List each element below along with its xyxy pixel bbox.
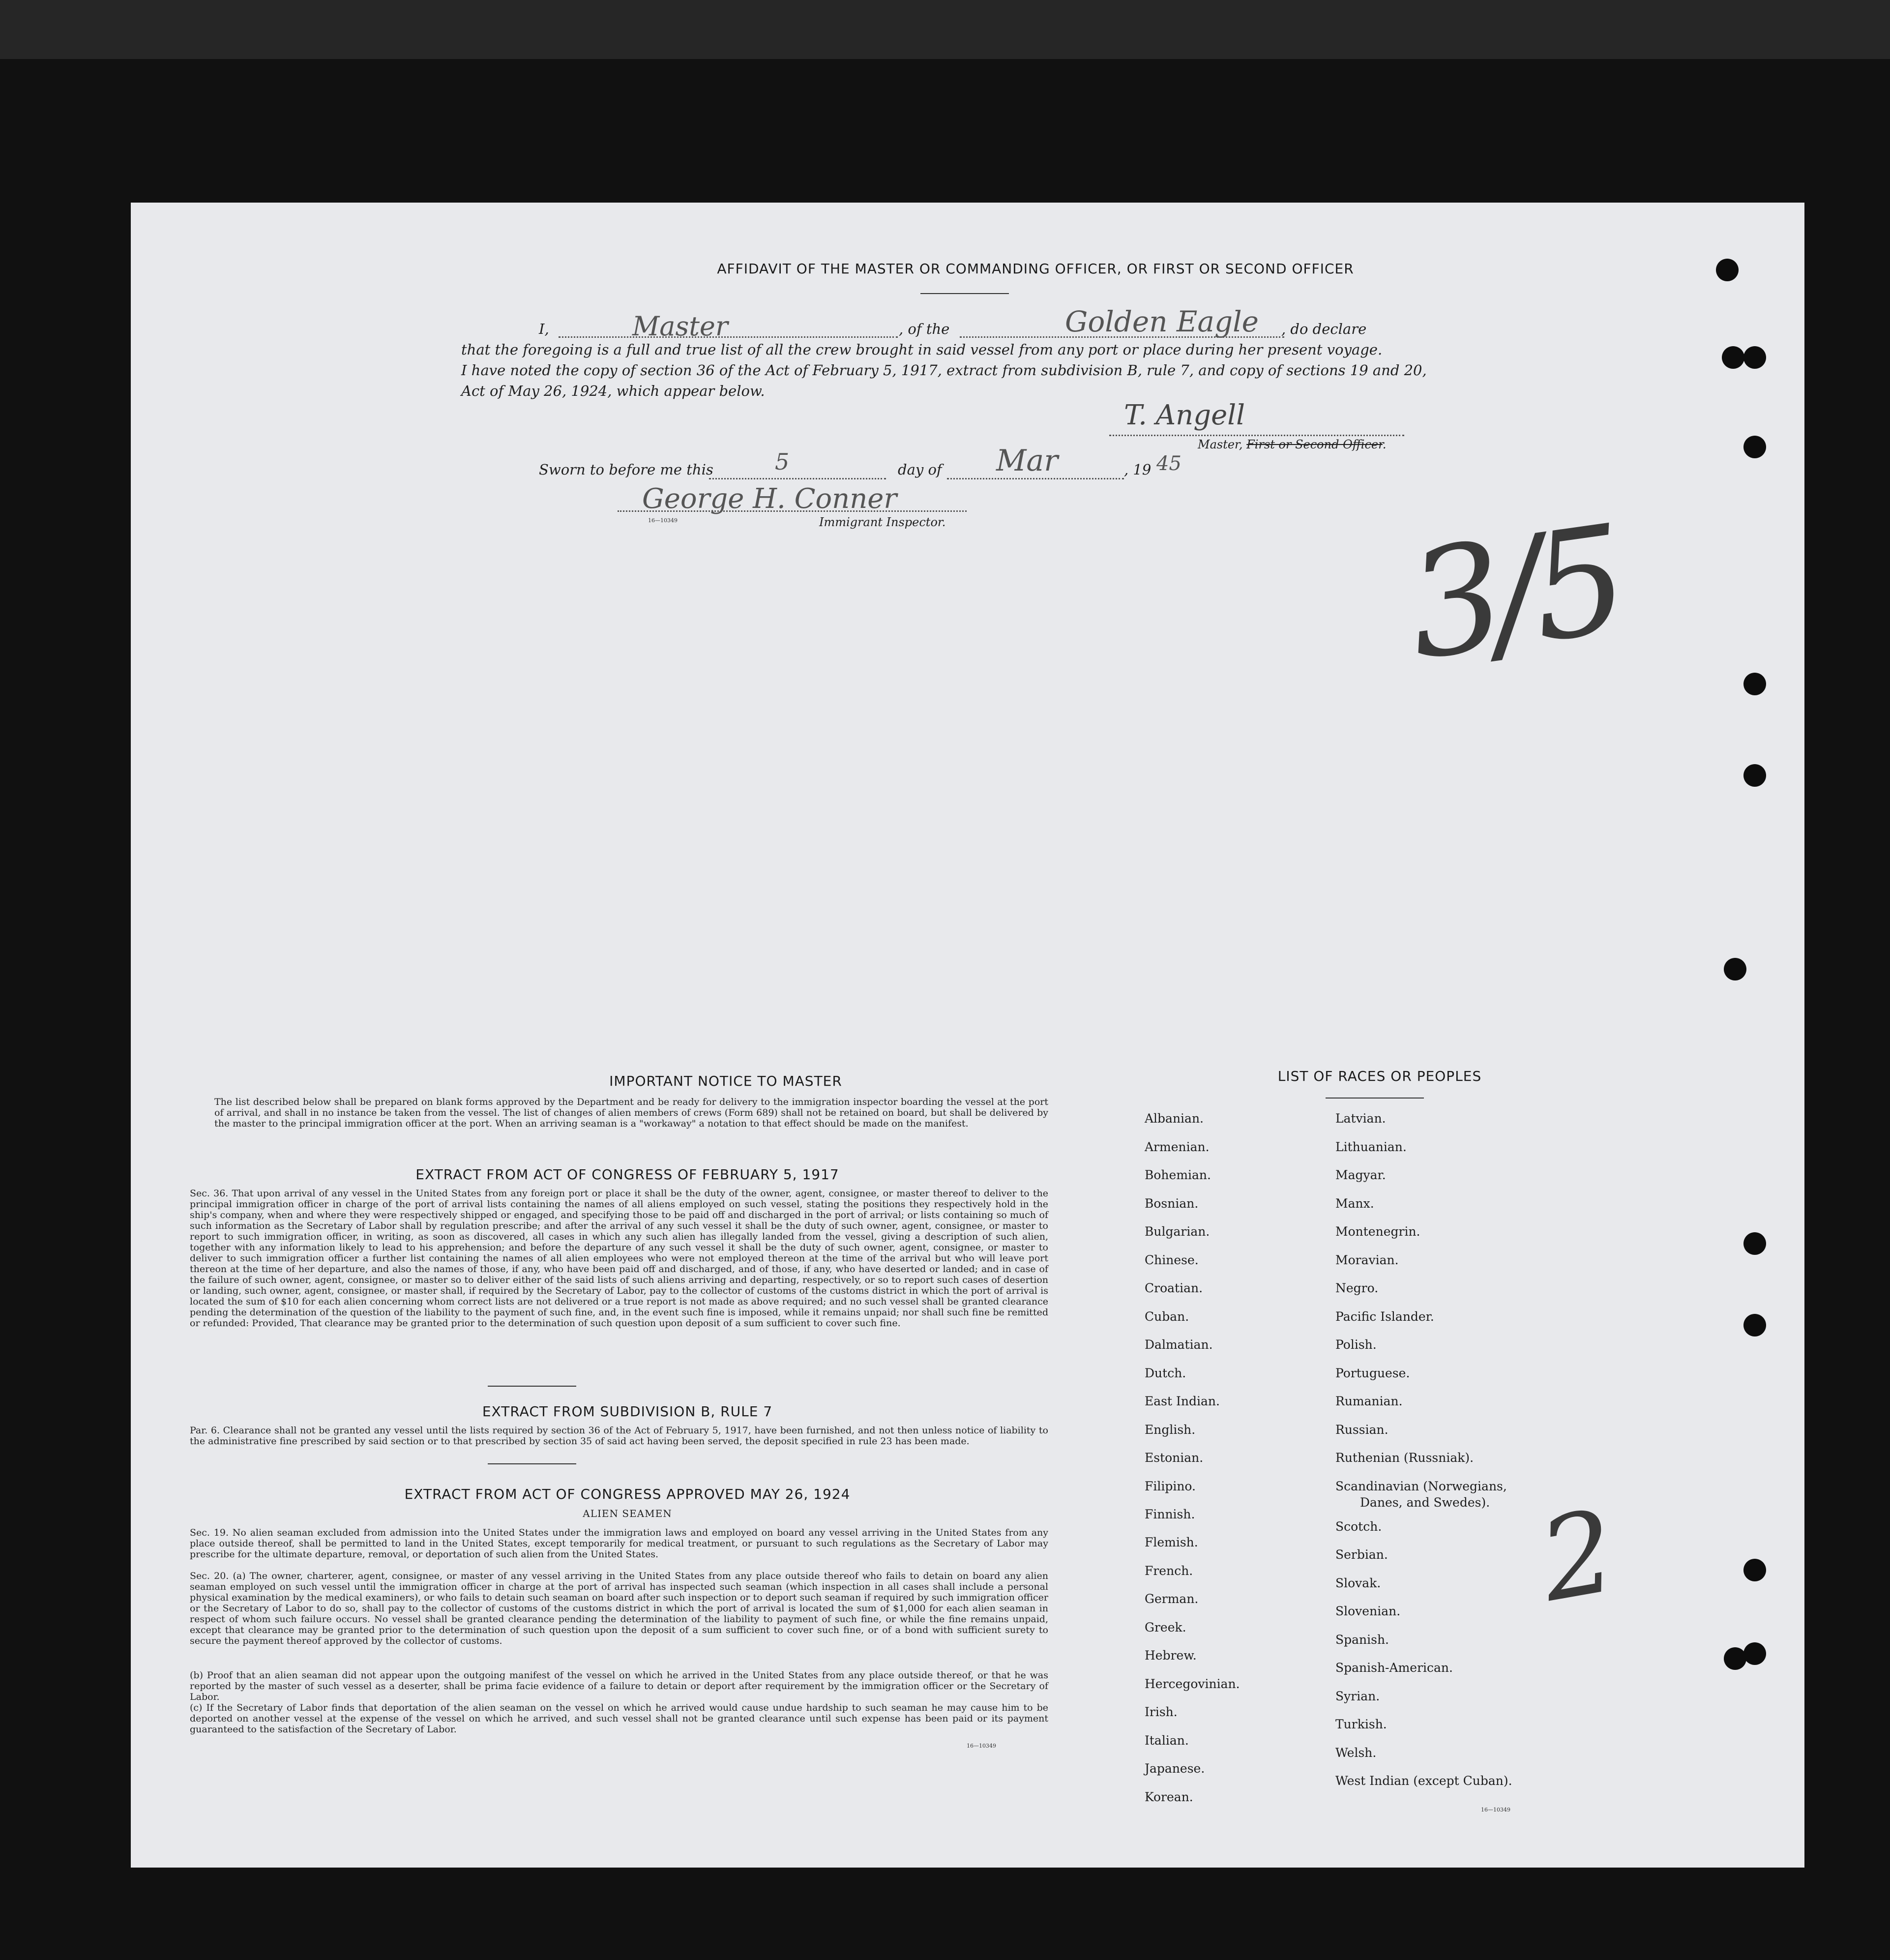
extract-1924-sec20a: Sec. 20. (a) The owner, charterer, agent, consignee, or master of any vessel arriving in the United States from any place outside thereof who fails to detain on board any alien seaman employed on such vessel until the immigration officer in charge at the port of arrival has inspected such seaman (which inspection in all cases shall include a personal physical examination by the medical examiners), or who fails to detain such seaman on board after such inspection or to deport such seaman if required by such immigration officer or the Secretary of Labor to do so, shall pay to the collector of customs of the customs district in which the port of arrival is located the sum of $1,000 for each alien seaman in respect of whom such failure occurs. No vessel shall be granted clearance pending the determination of the liability to payment of such fine, or while the fine remains unpaid, except that clearance may be granted prior to the determination of such question upon the deposit of a sum sufficient to cover such fine, or of a bond with sufficient surety to secure the payment thereof approved by the collector of customs.	[190, 1571, 1048, 1646]
race-item: Danes, and Swedes).	[1360, 1495, 1490, 1510]
binder-hole	[1743, 673, 1766, 695]
affidavit-line2: that the foregoing is a full and true list of all the crew brought in said vessel from any port or place during her present voyage.	[461, 341, 1383, 358]
race-item: Spanish-American.	[1335, 1661, 1453, 1675]
race-item: Polish.	[1335, 1337, 1377, 1352]
race-item: Bohemian.	[1145, 1168, 1211, 1182]
sworn-day-field	[709, 477, 886, 479]
year-prefix: , 19	[1124, 461, 1152, 478]
races-form-number: 16—10349	[1481, 1807, 1510, 1813]
race-item: Magyar.	[1335, 1168, 1386, 1182]
day-of-label: day of	[898, 461, 942, 478]
race-item: Moravian.	[1335, 1252, 1399, 1267]
extract-1924-form-number: 16—10349	[967, 1743, 996, 1749]
officer-title-master: Master,	[1198, 438, 1243, 451]
race-item: Turkish.	[1335, 1717, 1387, 1731]
race-item: Cuban.	[1145, 1309, 1189, 1324]
race-item: Portuguese.	[1335, 1366, 1410, 1380]
race-item: Scotch.	[1335, 1519, 1382, 1534]
race-item: Dalmatian.	[1145, 1337, 1213, 1352]
race-item: German.	[1145, 1592, 1199, 1606]
race-item: Slovenian.	[1335, 1604, 1401, 1618]
extract-1917-title: EXTRACT FROM ACT OF CONGRESS OF FEBRUARY 5, 1917	[415, 1166, 839, 1183]
rule7-divider	[488, 1386, 576, 1387]
extract-1924-sec19: Sec. 19. No alien seaman excluded from admission into the United States under the immigration laws and employed on board any vessel arriving in the United States from any place outside thereof, shall be permitted to land in the United States, except temporarily for medical treatment, or pursuant to such regulations as the Secretary of Labor may prescribe for the ultimate departure, removal, or deportation of such alien from the United States.	[190, 1527, 1048, 1560]
race-item: Japanese.	[1145, 1761, 1205, 1776]
binder-hole	[1743, 1559, 1766, 1581]
number-annotation: 2	[1531, 1485, 1625, 1628]
race-item: Welsh.	[1335, 1745, 1377, 1760]
race-item: Chinese.	[1145, 1252, 1199, 1267]
race-item: Spanish.	[1335, 1632, 1389, 1647]
inspector-signature-line	[618, 509, 967, 512]
race-item: Syrian.	[1335, 1689, 1380, 1703]
affidavit-title-rule	[920, 293, 1009, 294]
race-item: Ruthenian (Russniak).	[1335, 1451, 1474, 1465]
binder-hole	[1743, 764, 1766, 787]
extract-1924-subtitle: ALIEN SEAMEN	[583, 1508, 672, 1519]
affidavit-line3: I have noted the copy of section 36 of the Act of February 5, 1917, extract from subdivision B, rule 7, and copy of sections 19 and 20,	[461, 362, 1427, 379]
race-item: Filipino.	[1145, 1479, 1196, 1493]
master-name-field	[559, 335, 898, 338]
vessel-handwritten: Golden Eagle	[1065, 305, 1259, 338]
officer-signature: T. Angell	[1124, 399, 1245, 431]
race-item: Greek.	[1145, 1620, 1186, 1634]
binder-hole	[1724, 958, 1746, 980]
year-handwritten: 45	[1156, 452, 1181, 475]
affidavit-title: AFFIDAVIT OF THE MASTER OR COMMANDING OFFICER, OR FIRST OR SECOND OFFICER	[717, 261, 1354, 277]
race-item: Serbian.	[1335, 1547, 1388, 1562]
inspector-label: Immigrant Inspector.	[819, 515, 946, 529]
document-page	[131, 203, 1804, 1868]
race-item: Scandinavian (Norwegians,	[1335, 1479, 1507, 1493]
race-item: Finnish.	[1145, 1507, 1195, 1521]
binder-hole	[1743, 1314, 1766, 1336]
race-item: Albanian.	[1145, 1111, 1204, 1126]
race-item: Flemish.	[1145, 1535, 1198, 1549]
races-title-rule	[1326, 1098, 1424, 1099]
race-item: Croatian.	[1145, 1281, 1203, 1295]
rule7-body: Par. 6. Clearance shall not be granted any vessel until the lists required by section 36 of the Act of February 5, 1917, have been furnished, and not then unless notice of liability to the administrative fine prescribed by said section or to that prescribed by section 35 of said act having been served, the deposit specified in rule 23 has been made.	[190, 1425, 1048, 1447]
race-item: Slovak.	[1335, 1575, 1381, 1590]
officer-title	[1198, 438, 1387, 451]
extract-1924-sec20b: (b) Proof that an alien seaman did not appear upon the outgoing manifest of the vessel on which he arrived in the United States from any place outside thereof, or that he was reported by the master of such vessel as a deserter, shall be prima facie evidence of a failure to detain or deport after requirement by the immigration officer or the Secretary of Labor.	[190, 1670, 1048, 1702]
master-handwritten: Master	[632, 311, 728, 342]
race-item: Korean.	[1145, 1789, 1193, 1804]
scan-background-top	[0, 0, 1890, 59]
races-left-column	[1145, 1111, 1322, 1818]
race-item: Estonian.	[1145, 1451, 1204, 1465]
race-item: Bulgarian.	[1145, 1224, 1210, 1239]
notice-body: The list described below shall be prepared on blank forms approved by the Department and be ready for delivery to the immigration inspector boarding the vessel at the port of arrival, and shall in no instance be taken from the vessel. The list of changes of alien members of crews (Form 689) shall not be retained on board, but shall be delivered by the master to the principal immigration officer at the port. When an arriving seaman is a "workaway" a notation to that effect should be made on the manifest.	[214, 1097, 1048, 1129]
binder-hole	[1743, 346, 1766, 369]
binder-hole	[1743, 1232, 1766, 1255]
race-item: Hercegovinian.	[1145, 1676, 1240, 1691]
officer-signature-line	[1109, 434, 1404, 436]
binder-hole	[1716, 259, 1739, 281]
race-item: English.	[1145, 1422, 1196, 1437]
race-item: Dutch.	[1145, 1366, 1186, 1380]
race-item: Latvian.	[1335, 1111, 1386, 1126]
binder-hole	[1724, 1647, 1746, 1670]
race-item: East Indian.	[1145, 1394, 1220, 1408]
affidavit-of-the: , of the	[899, 321, 950, 337]
affidavit-i-label: I,	[539, 321, 549, 337]
affidavit-line4: Act of May 26, 1924, which appear below.	[461, 383, 765, 399]
race-item: Rumanian.	[1335, 1394, 1403, 1408]
notice-title: IMPORTANT NOTICE TO MASTER	[609, 1073, 842, 1089]
race-item: Lithuanian.	[1335, 1139, 1407, 1154]
race-item: Italian.	[1145, 1733, 1189, 1748]
fraction-annotation: 3/5	[1398, 494, 1628, 693]
sworn-label: Sworn to before me this	[539, 461, 713, 478]
extract-1924-title: EXTRACT FROM ACT OF CONGRESS APPROVED MAY 26, 1924	[404, 1486, 851, 1502]
affidavit-do-declare: , do declare	[1281, 321, 1367, 337]
sworn-day-handwritten: 5	[775, 448, 790, 475]
race-item: Irish.	[1145, 1705, 1178, 1719]
race-item: West Indian (except Cuban).	[1335, 1774, 1512, 1788]
inspector-signature: George H. Conner	[642, 483, 897, 515]
officer-title-struck: First or Second Officer	[1246, 438, 1383, 451]
races-right-column	[1335, 1111, 1552, 1802]
extract-1924-divider	[488, 1463, 576, 1464]
binder-hole	[1722, 346, 1744, 369]
race-item: Bosnian.	[1145, 1196, 1199, 1211]
binder-hole	[1743, 436, 1766, 458]
race-item: Armenian.	[1145, 1139, 1210, 1154]
race-item: Hebrew.	[1145, 1648, 1197, 1663]
race-item: Montenegrin.	[1335, 1224, 1420, 1239]
race-item: Russian.	[1335, 1422, 1388, 1437]
extract-1924-sec20c: (c) If the Secretary of Labor finds that deportation of the alien seaman on the vessel on which he arrived would cause undue hardship to such seaman he may cause him to be deported on another vessel at the expense of the vessel on which he arrived, and such vessel shall not be granted clearance until such expense has been paid or its payment guaranteed to the satisfaction of the Secretary of Labor.	[190, 1702, 1048, 1735]
race-item: Manx.	[1335, 1196, 1374, 1211]
rule7-title: EXTRACT FROM SUBDIVISION B, RULE 7	[482, 1403, 773, 1420]
race-item: Negro.	[1335, 1281, 1379, 1295]
race-item: French.	[1145, 1563, 1193, 1578]
affidavit-form-number: 16—10349	[648, 517, 678, 524]
binder-hole	[1743, 1642, 1766, 1665]
extract-1917-body: Sec. 36. That upon arrival of any vessel in the United States from any foreign port or place it shall be the duty of the owner, agent, consignee, or master thereof to deliver to the principal immigration officer in charge of the port of arrival lists containing the names of all aliens employed on such vessel, stating the positions they respectively hold in the ship's company, when and where they were respectively shipped or engaged, and specifying those to be paid off and discharged in the port of arrival; or lists containing so much of such information as the Secretary of Labor shall by regulation prescribe; and after the arrival of any such vessel it shall be the duty of such owner, agent, consignee, or master to report to such immigration officer, in writing, as soon as discovered, all cases in which any such alien has illegally landed from the vessel, giving a description of such alien, together with any information likely to lead to his apprehension; and before the departure of any such vessel it shall be the duty of such owner, agent, consignee, or master to deliver to such immigration officer a further list containing the names of all alien employees who were not employed thereon at the time of the arrival but who will leave port thereon at the time of her departure, and also the names of those, if any, who have been paid off and discharged, and of those, if any, who have deserted or landed; and in case of the failure of such owner, agent, consignee, or master so to deliver either of the said lists of such aliens arriving and departing, respectively, or so to report such cases of desertion or landing, such owner, agent, consignee, or master shall, if required by the Secretary of Labor, pay to the collector of customs of the customs district in which the port of arrival is located the sum of $10 for each alien concerning whom correct lists are not delivered or a true report is not made as above required; and no such vessel shall be granted clearance pending the determination of the question of the liability to the payment of such fine, and, in the event such fine is imposed, while it remains unpaid; nor shall such fine be remitted or refunded: Provided, That clearance may be granted prior to the determination of such question upon deposit of a sum sufficient to cover such fine.	[190, 1188, 1048, 1329]
race-item: Pacific Islander.	[1335, 1309, 1434, 1324]
races-title: LIST OF RACES OR PEOPLES	[1277, 1068, 1482, 1084]
sworn-month-handwritten: Mar	[996, 444, 1058, 478]
officer-title-end: .	[1382, 438, 1387, 451]
